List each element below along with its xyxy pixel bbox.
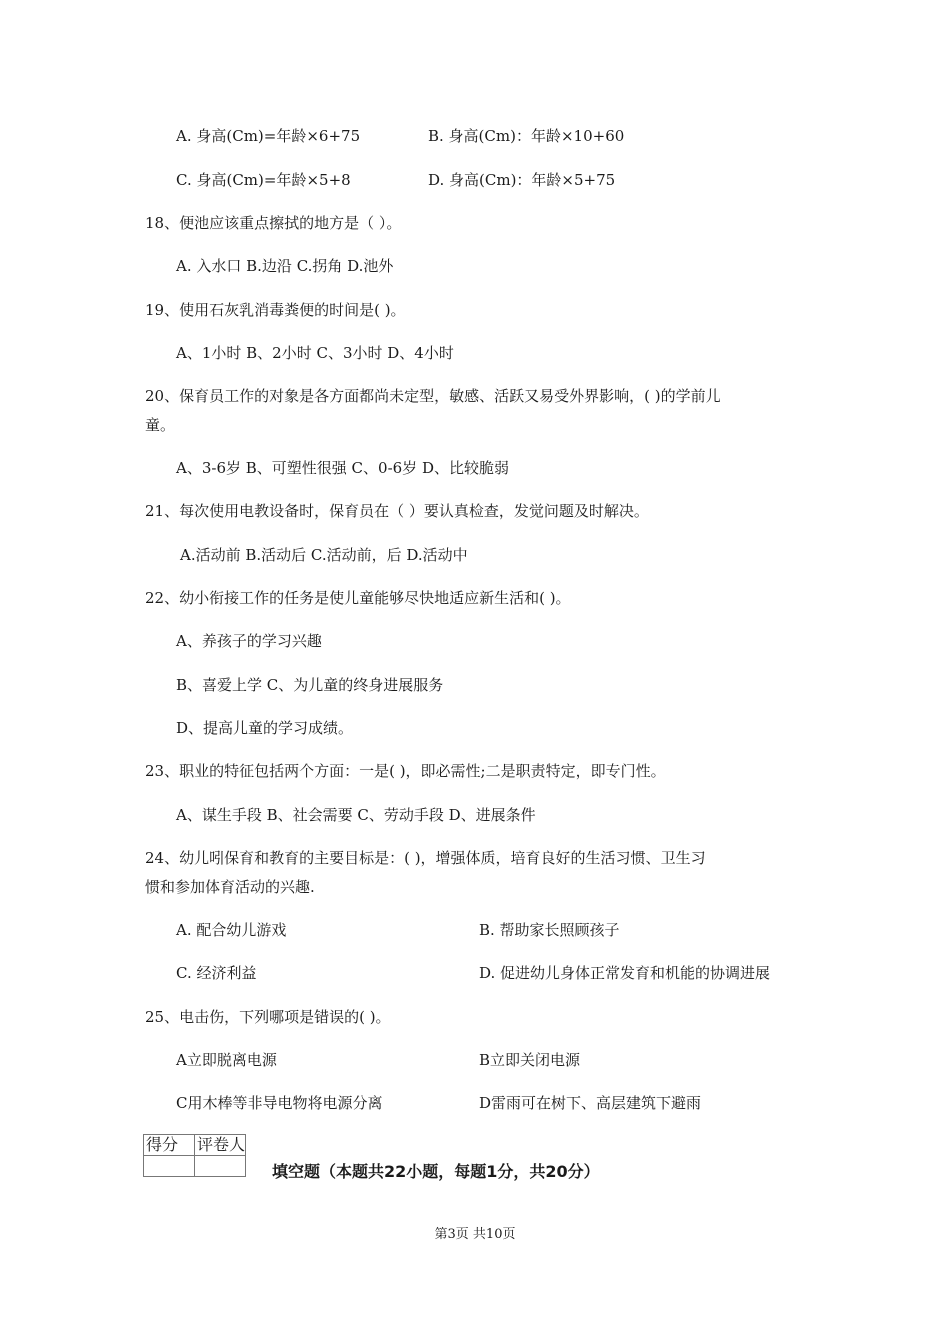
score-cell — [144, 1156, 195, 1177]
q22-stem: 22、幼小衔接工作的任务是使儿童能够尽快地适应新生活和( )。 — [145, 589, 571, 607]
q24-option-b: B. 帮助家长照顾孩子 — [479, 921, 620, 939]
q25-option-c: C用木棒等非导电物将电源分离 — [176, 1094, 383, 1112]
q17-option-d: D. 身高(Cm)：年龄×5+75 — [428, 171, 616, 189]
score-grader-table — [143, 1134, 246, 1177]
q24-stem-line2: 惯和参加体育活动的兴趣. — [145, 878, 315, 896]
q25-option-b: B立即关闭电源 — [479, 1051, 581, 1069]
q22-option-d: D、提高儿童的学习成绩。 — [176, 719, 354, 737]
q21-options: A.活动前 B.活动后 C.活动前，后 D.活动中 — [180, 546, 468, 564]
q21-stem: 21、每次使用电教设备时，保育员在（ ）要认真检查，发觉问题及时解决。 — [145, 502, 649, 520]
q24-option-a: A. 配合幼儿游戏 — [176, 921, 287, 939]
q22-option-bc: B、喜爱上学 C、为儿童的终身进展服务 — [176, 676, 444, 694]
q19-options: A、1小时 B、2小时 C、3小时 D、4小时 — [176, 344, 454, 362]
grader-cell — [195, 1156, 246, 1177]
q20-stem-line2: 童。 — [145, 416, 176, 434]
q17-option-a: A. 身高(Cm)=年龄×6+75 — [176, 127, 361, 145]
q17-option-c: C. 身高(Cm)=年龄×5+8 — [176, 171, 351, 189]
q24-stem-line1: 24、幼儿吲保育和教育的主要目标是：( )，增强体质，培育良好的生活习惯、卫生习 — [145, 849, 706, 867]
q25-option-d: D雷雨可在树下、高层建筑下避雨 — [479, 1094, 702, 1112]
q23-stem: 23、职业的特征包括两个方面：一是( )，即必需性;二是职责特定，即专门性。 — [145, 762, 666, 780]
q19-stem: 19、使用石灰乳消毒粪便的时间是( )。 — [145, 301, 406, 319]
grader-label: 评卷人 — [195, 1135, 246, 1156]
q25-option-a: A立即脱离电源 — [176, 1051, 277, 1069]
q24-option-d: D. 促进幼儿身体正常发育和机能的协调进展 — [479, 964, 771, 982]
score-label: 得分 — [144, 1135, 195, 1156]
q22-option-a: A、养孩子的学习兴趣 — [176, 632, 322, 650]
q24-option-c: C. 经济利益 — [176, 964, 257, 982]
q18-options: A. 入水口 B.边沿 C.拐角 D.池外 — [176, 257, 394, 275]
q23-options: A、谋生手段 B、社会需要 C、劳动手段 D、进展条件 — [176, 806, 536, 824]
page-footer: 第3页 共10页 — [434, 1227, 516, 1242]
section-title: 填空题（本题共22小题，每题1分，共20分） — [272, 1162, 600, 1181]
q25-stem: 25、电击伤，下列哪项是错误的( )。 — [145, 1008, 391, 1026]
q17-option-b: B. 身高(Cm)：年龄×10+60 — [428, 127, 625, 145]
q20-options: A、3-6岁 B、可塑性很强 C、0-6岁 D、比较脆弱 — [176, 459, 509, 477]
q20-stem-line1: 20、保育员工作的对象是各方面都尚未定型，敏感、活跃又易受外界影响，( )的学前儿 — [145, 387, 721, 405]
q18-stem: 18、便池应该重点擦拭的地方是（ ）。 — [145, 214, 402, 232]
